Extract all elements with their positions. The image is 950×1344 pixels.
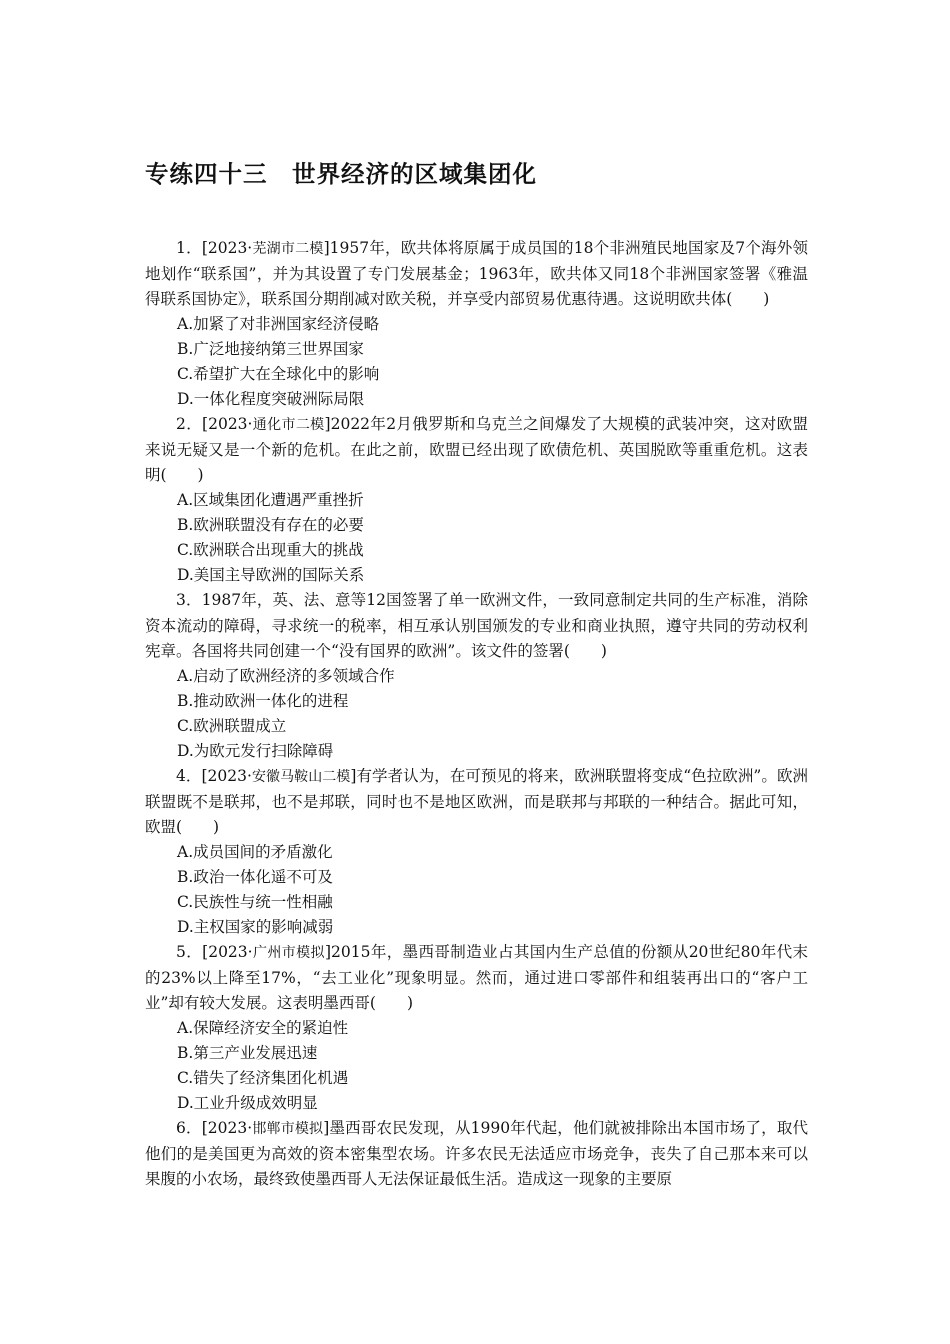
question-number: 3．: [176, 591, 202, 609]
source-close: ]: [323, 239, 330, 257]
answer-option: D.一体化程度突破洲际局限: [177, 390, 365, 408]
answer-option: C.欧洲联合出现重大的挑战: [177, 541, 364, 559]
source-open: [2023·: [201, 1119, 253, 1137]
question-stem: [145, 940, 808, 1016]
answer-option: C.民族性与统一性相融: [177, 893, 333, 911]
answer-option: D.美国主导欧洲的国际关系: [177, 566, 365, 584]
answer-option: D.为欧元发行扫除障碍: [177, 742, 334, 760]
answer-option: A.启动了欧洲经济的多领域合作: [177, 667, 395, 685]
question-text: 2015年，墨西哥制造业占其国内生产总值的份额从20世纪80年代末的23%以上降至17%，“去工业化”现象明显。然而，通过进口零部件和组装再出口的“客户工业”却有较大发展。这表明墨西哥( ): [145, 943, 808, 1012]
source-open: [2023·: [201, 239, 253, 257]
answer-option: A.成员国间的矛盾激化: [177, 843, 333, 861]
question-source: 芜湖市二模: [252, 241, 324, 257]
question-number: 5．: [176, 943, 203, 961]
page-title: 专练四十三 世界经济的区域集团化: [145, 160, 537, 188]
answer-option: A.区域集团化遭遇严重挫折: [177, 491, 364, 509]
question-text: 墨西哥农民发现，从1990年代起，他们就被排除出本国市场了，取代他们的是美国更为高效的资本密集型农场。许多农民无法适应市场竞争，丧失了自己那本来可以果腹的小农场，最终致使墨西哥人无法保证最低生活。造成这一现象的主要原: [145, 1119, 809, 1188]
answer-option: A.保障经济安全的紧迫性: [177, 1019, 349, 1037]
source-open: [2023·: [202, 415, 253, 433]
answer-option: B.政治一体化遥不可及: [177, 868, 333, 886]
question-number: 2．: [176, 415, 203, 433]
answer-option: C.错失了经济集团化机遇: [177, 1069, 349, 1087]
question-text: 有学者认为，在可预见的将来，欧洲联盟将变成“色拉欧洲”。欧洲联盟既不是联邦，也不是邦联，同时也不是地区欧洲，而是联邦与邦联的一种结合。据此可知，欧盟( ): [145, 767, 808, 836]
question-source: 广州市模拟: [252, 945, 325, 961]
answer-option: B.推动欧洲一体化的进程: [177, 692, 349, 710]
source-close: ]: [350, 767, 357, 785]
question-number: 1．: [176, 239, 202, 257]
answer-option: D.工业升级成效明显: [177, 1094, 318, 1112]
question-source: 邯郸市模拟: [252, 1121, 324, 1137]
question-text: 1957年，欧共体将原属于成员国的18个非洲殖民地国家及7个海外领地划作“联系国”，并为其设置了专门发展基金；1963年，欧共体又同18个非洲国家签署《雅温得联系国协定》，联系国分期削减对欧关税，并享受内部贸易优惠待遇。这说明欧共体( ): [145, 239, 808, 308]
answer-option: B.欧洲联盟没有存在的必要: [177, 516, 364, 534]
answer-option: B.第三产业发展迅速: [177, 1044, 318, 1062]
question-text: 1987年，英、法、意等12国签署了单一欧洲文件，一致同意制定共同的生产标准，消除资本流动的障碍，寻求统一的税率，相互承认别国颁发的专业和商业执照，遵守共同的劳动权利宪章。各国将共同创建一个“没有国界的欧洲”。该文件的签署( ): [145, 591, 808, 660]
source-close: ]: [324, 415, 331, 433]
answer-option: D.主权国家的影响减弱: [177, 918, 334, 936]
answer-option: C.欧洲联盟成立: [177, 717, 287, 735]
source-open: [2023·: [201, 767, 252, 785]
source-close: ]: [323, 1119, 330, 1137]
question-number: 6．: [176, 1119, 202, 1137]
question-stem: [145, 236, 808, 312]
question-text: 2022年2月俄罗斯和乌克兰之间爆发了大规模的武装冲突，这对欧盟来说无疑又是一个新的危机。在此之前，欧盟已经出现了欧债危机、英国脱欧等重重危机。这表明( ): [145, 415, 808, 484]
question-stem: [145, 412, 808, 488]
source-open: [2023·: [202, 943, 253, 961]
answer-option: B.广泛地接纳第三世界国家: [177, 340, 364, 358]
answer-option: A.加紧了对非洲国家经济侵略: [177, 315, 380, 333]
question-source: 通化市二模: [252, 417, 325, 433]
question-stem: [145, 588, 808, 664]
answer-option: C.希望扩大在全球化中的影响: [177, 365, 380, 383]
question-stem: [145, 1116, 808, 1192]
question-stem: [145, 764, 808, 840]
source-close: ]: [324, 943, 331, 961]
question-source: 安徽马鞍山二模: [251, 769, 351, 785]
question-number: 4．: [176, 767, 202, 785]
question-list: [145, 236, 808, 1192]
